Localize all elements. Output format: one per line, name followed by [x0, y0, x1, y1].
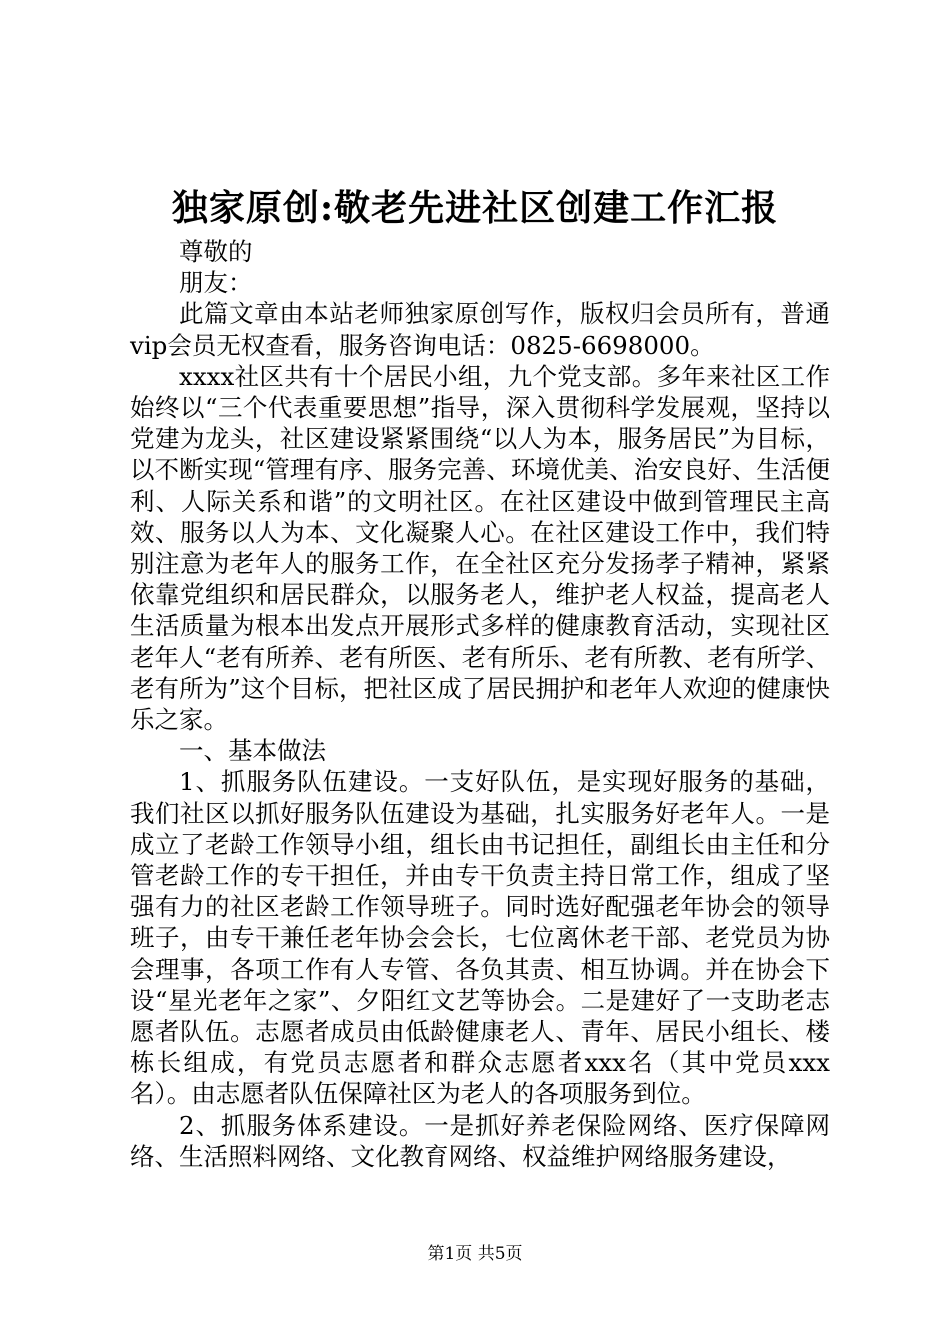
document-body [130, 236, 830, 1172]
body-paragraph: 1、抓服务队伍建设。一支好队伍，是实现好服务的基础，我们社区以抓好服务队伍建设为基础，扎实服务好老年人。一是成立了老龄工作领导小组，组长由书记担任，副组长由主任和分管老龄工作的专干担任，并由专干负责主持日常工作，组成了坚强有力的社区老龄工作领导班子。同时选好配强老年协会的领导班子，由专干兼任老年协会会长，七位离休老干部、老党员为协会理事，各项工作有人专管、各负其责、相互协调。并在协会下设“星光老年之家”、夕阳红文艺等协会。二是建好了一支助老志愿者队伍。志愿者成员由低龄健康老人、青年、居民小组长、楼栋长组成，有党员志愿者和群众志愿者xxx名（其中党员xxx名）。由志愿者队伍保障社区为老人的各项服务到位。 [130, 767, 830, 1109]
intro-paragraph: xxxx社区共有十个居民小组，九个党支部。多年来社区工作始终以“三个代表重要思想”指导，深入贯彻科学发展观，坚持以党建为龙头，社区建设紧紧围绕“以人为本，服务居民”为目标，以不断实现“管理有序、服务完善、环境优美、治安良好、生活便利、人际关系和谐”的文明社区。在社区建设中做到管理民主高效、服务以人为本、文化凝聚人心。在社区建设工作中，我们特别注意为老年人的服务工作，在全社区充分发扬孝子精神，紧紧依靠党组织和居民群众，以服务老人，维护老人权益，提高老人生活质量为根本出发点开展形式多样的健康教育活动，实现社区老年人“老有所养、老有所医、老有所乐、老有所教、老有所学、老有所为”这个目标，把社区成了居民拥护和老年人欢迎的健康快乐之家。 [130, 361, 830, 735]
document-title: 独家原创:敬老先进社区创建工作汇报 [171, 187, 779, 229]
greeting-line: 尊敬的 [179, 237, 253, 266]
greeting-line: 朋友： [179, 268, 253, 298]
section-heading: 一、基本做法 [179, 736, 326, 766]
copyright-paragraph: 此篇文章由本站老师独家原创写作，版权归会员所有，普通vip会员无权查看，服务咨询电话：0825-6698000。 [130, 299, 830, 360]
page-footer: 第1页 共5页 [427, 1244, 523, 1264]
body-paragraph: 2、抓服务体系建设。一是抓好养老保险网络、医疗保障网络、生活照料网络、文化教育网络、权益维护网络服务建设， [130, 1110, 830, 1171]
